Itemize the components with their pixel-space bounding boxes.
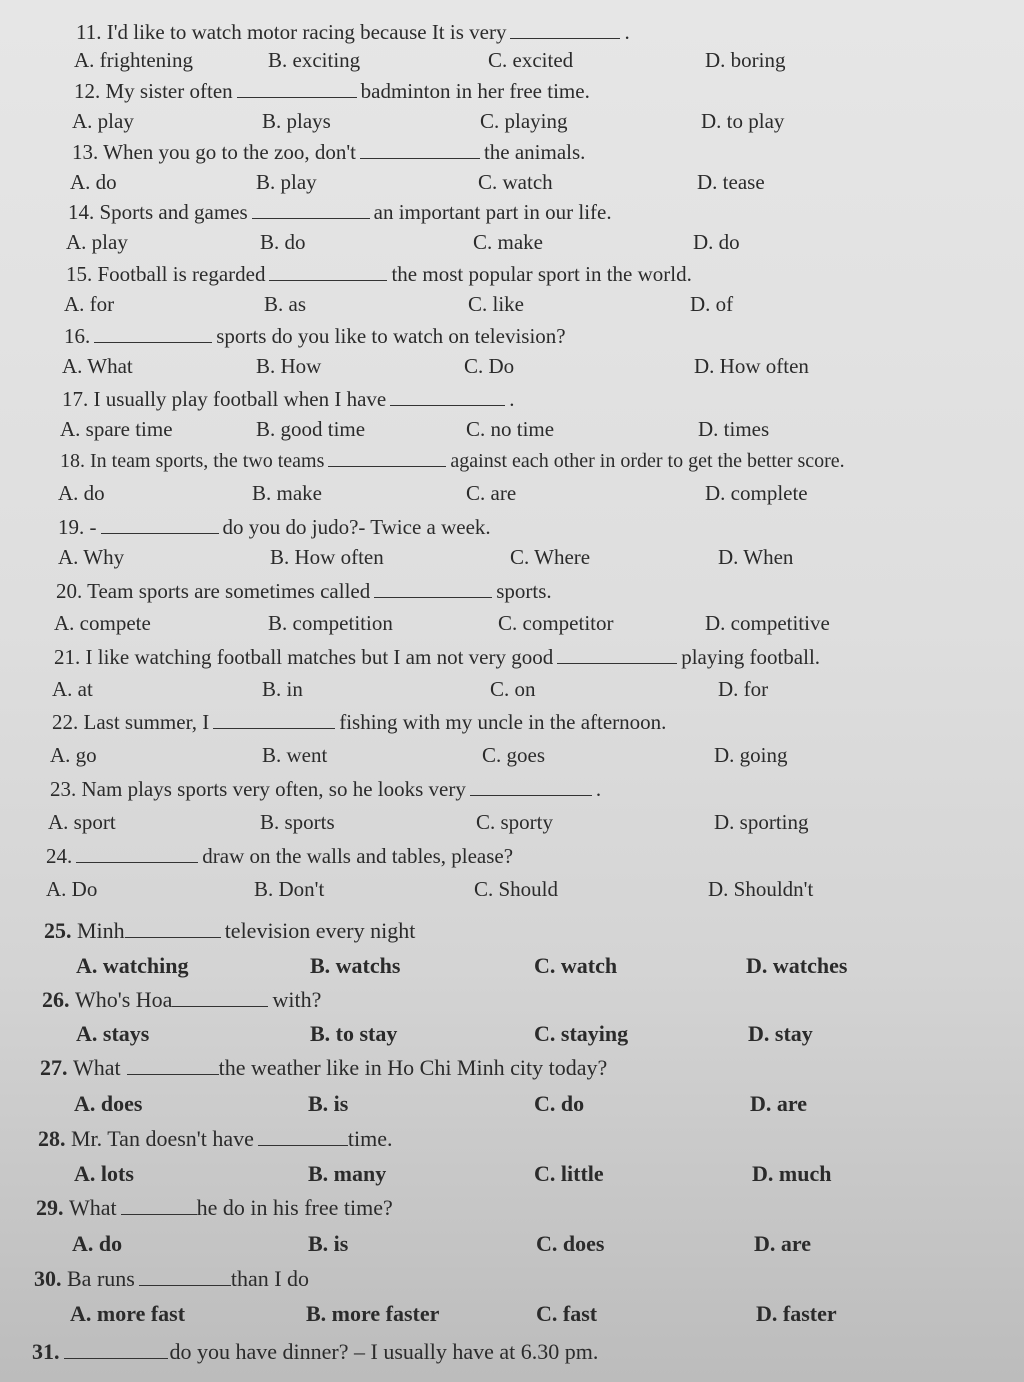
- question-stem: [38, 1125, 392, 1153]
- question-text-after: .: [509, 387, 515, 411]
- question-text-after: an important part in our life.: [373, 200, 612, 224]
- option-b: B. How: [256, 354, 322, 378]
- option-d: D. of: [690, 292, 734, 316]
- question-number: 14.: [68, 200, 95, 224]
- options-26: [0, 1020, 1024, 1054]
- option-c: C. playing: [480, 109, 568, 133]
- question-number: 30.: [34, 1266, 62, 1291]
- option-b: B. sports: [260, 810, 335, 834]
- options-18: [0, 479, 1024, 513]
- option-b: B. exciting: [268, 48, 361, 72]
- question-text-before: Who's Hoa: [75, 987, 173, 1012]
- question-number: 19.: [58, 515, 85, 539]
- question-text-before: Last summer, I: [83, 710, 210, 734]
- question-number: 26.: [42, 987, 70, 1012]
- options-23: [0, 808, 1024, 842]
- option-c: C. watch: [534, 953, 618, 978]
- question-stem: [68, 198, 612, 226]
- question-text-before: Mr. Tan doesn't have: [71, 1126, 254, 1151]
- options-22: [0, 741, 1024, 775]
- question-stem: [46, 842, 513, 870]
- question-text-after: .: [624, 20, 630, 44]
- answer-blank: [374, 579, 492, 598]
- option-c: C. excited: [488, 48, 574, 72]
- question-number: 18.: [60, 450, 85, 472]
- question-text-after: fishing with my uncle in the afternoon.: [339, 710, 667, 734]
- question-number: 27.: [40, 1055, 68, 1080]
- question-text-after: badminton in her free time.: [360, 79, 590, 103]
- option-a: A. sport: [48, 810, 116, 834]
- option-a: A. at: [52, 677, 93, 701]
- option-c: C. does: [536, 1231, 605, 1256]
- question-text-after: than I do: [230, 1266, 310, 1291]
- question-text-before: Sports and games: [99, 200, 248, 224]
- option-b: B. good time: [256, 417, 366, 441]
- question-text-before: Football is regarded: [97, 262, 266, 286]
- question-stem: [50, 775, 601, 803]
- options-13: [0, 168, 1024, 202]
- question-number: 20.: [56, 579, 83, 603]
- option-a: A. play: [72, 109, 134, 133]
- question-text-after: time.: [347, 1126, 393, 1151]
- option-a: A. frightening: [74, 48, 193, 72]
- option-c: C. on: [490, 677, 536, 701]
- options-14: [0, 228, 1024, 262]
- question-text-before: Nam plays sports very often, so he looks very: [81, 777, 466, 801]
- answer-blank: [64, 1340, 168, 1359]
- question-text-after: the most popular sport in the world.: [391, 262, 692, 286]
- question-number: 29.: [36, 1195, 64, 1220]
- options-17: [0, 415, 1024, 449]
- option-a: A. Do: [46, 877, 98, 901]
- question-text-after: sports do you like to watch on television?: [216, 324, 566, 348]
- options-21: [0, 675, 1024, 709]
- question-number: 24.: [46, 844, 73, 868]
- question-text-before: My sister often: [105, 79, 233, 103]
- question-number: 15.: [66, 262, 93, 286]
- answer-blank: [252, 200, 370, 219]
- option-b: B. plays: [262, 109, 331, 133]
- question-text-before: I like watching football matches but I am not very good: [85, 645, 554, 669]
- question-text-after: the weather like in Ho Chi Minh city today?: [218, 1055, 608, 1080]
- question-text-before: Ba runs: [67, 1266, 135, 1291]
- question-stem: [34, 1265, 309, 1293]
- option-c: C. Do: [464, 354, 515, 378]
- question-18: [0, 447, 1024, 481]
- option-a: A. What: [62, 354, 133, 378]
- answer-blank: [328, 448, 446, 467]
- question-17: [0, 385, 1024, 419]
- question-28: [0, 1125, 1024, 1159]
- option-b: B. play: [256, 170, 317, 194]
- option-a: A. more fast: [70, 1301, 186, 1326]
- answer-blank: [172, 988, 268, 1007]
- option-c: C. little: [534, 1161, 604, 1186]
- option-d: D. faster: [756, 1301, 837, 1326]
- option-c: C. Should: [474, 877, 559, 901]
- question-29: [0, 1194, 1024, 1228]
- option-a: A. do: [58, 481, 105, 505]
- option-b: B. many: [308, 1161, 387, 1186]
- option-c: C. sporty: [476, 810, 554, 834]
- options-11: [0, 46, 1024, 80]
- option-d: D. do: [693, 230, 740, 254]
- question-number: 16.: [64, 324, 91, 348]
- option-d: D. sporting: [714, 810, 809, 834]
- question-stem: [74, 77, 590, 105]
- question-stem: [58, 513, 491, 541]
- option-b: B. went: [262, 743, 328, 767]
- option-c: C. are: [466, 481, 517, 505]
- question-text-after: sports.: [496, 579, 552, 603]
- question-text-after: playing football.: [681, 645, 821, 669]
- option-d: D. How often: [694, 354, 809, 378]
- option-a: A. watching: [76, 953, 189, 978]
- question-stem: [40, 1054, 607, 1082]
- option-c: C. fast: [536, 1301, 598, 1326]
- options-15: [0, 290, 1024, 324]
- question-text-after: he do in his free time?: [196, 1195, 393, 1220]
- question-text-after: do you have dinner? – I usually have at 6.30 pm.: [169, 1339, 599, 1364]
- answer-blank: [76, 844, 198, 863]
- question-stem: [36, 1194, 393, 1222]
- question-16: [0, 322, 1024, 356]
- question-text-before: Minh: [77, 918, 125, 943]
- question-text-before: Team sports are sometimes called: [87, 579, 371, 603]
- option-d: D. stay: [748, 1021, 813, 1046]
- question-text-after: do you do judo?- Twice a week.: [222, 515, 491, 539]
- question-number: 31.: [32, 1339, 60, 1364]
- answer-blank: [360, 140, 480, 159]
- answer-blank: [557, 645, 677, 664]
- answer-blank: [237, 79, 357, 98]
- option-d: D. are: [750, 1091, 808, 1116]
- option-a: A. do: [70, 170, 117, 194]
- question-text-after: with?: [272, 987, 322, 1012]
- option-b: B. make: [252, 481, 322, 505]
- options-19: [0, 543, 1024, 577]
- option-a: A. do: [72, 1231, 123, 1256]
- question-text-after: .: [595, 777, 602, 801]
- option-d: D. Shouldn't: [708, 877, 814, 901]
- question-number: 13.: [72, 140, 99, 164]
- answer-blank: [121, 1196, 197, 1215]
- question-text-before: I usually play football when I have: [93, 387, 387, 411]
- question-stem: [56, 577, 552, 605]
- question-text-before: I'd like to watch motor racing because It is very: [106, 20, 507, 44]
- question-number: 12.: [74, 79, 101, 103]
- option-c: C. no time: [466, 417, 555, 441]
- option-d: D. complete: [705, 481, 808, 505]
- options-24: [0, 875, 1024, 909]
- answer-blank: [94, 324, 212, 343]
- option-d: D. are: [754, 1231, 812, 1256]
- question-stem: [66, 260, 692, 288]
- answer-blank: [269, 262, 387, 281]
- option-d: D. When: [718, 545, 794, 569]
- options-27: [0, 1090, 1024, 1124]
- option-a: A. compete: [54, 611, 151, 635]
- option-b: B. competition: [268, 611, 393, 635]
- question-stem: [76, 18, 630, 46]
- question-text-before: What: [69, 1195, 117, 1220]
- question-stem: [54, 643, 820, 671]
- options-25: [0, 952, 1024, 986]
- option-c: C. goes: [482, 743, 545, 767]
- answer-blank: [470, 777, 592, 796]
- question-number: 22.: [52, 710, 79, 734]
- question-stem: [64, 322, 566, 350]
- option-a: A. does: [74, 1091, 143, 1116]
- question-text-before: In team sports, the two teams: [90, 450, 325, 472]
- option-c: C. like: [468, 292, 524, 316]
- question-stem: [44, 917, 415, 945]
- option-c: C. watch: [478, 170, 553, 194]
- option-b: B. How often: [270, 545, 384, 569]
- options-16: [0, 352, 1024, 386]
- options-20: [0, 609, 1024, 643]
- question-number: 25.: [44, 918, 72, 943]
- question-13: [0, 138, 1024, 172]
- option-b: B. to stay: [310, 1021, 398, 1046]
- question-stem: [42, 986, 321, 1014]
- answer-blank: [101, 515, 219, 534]
- option-d: D. boring: [705, 48, 786, 72]
- question-12: [0, 77, 1024, 111]
- question-number: 11.: [76, 20, 102, 44]
- question-text-after: television every night: [224, 918, 416, 943]
- option-a: A. play: [66, 230, 128, 254]
- option-b: B. more faster: [306, 1301, 440, 1326]
- options-30: [0, 1300, 1024, 1334]
- option-b: B. as: [264, 292, 306, 316]
- question-20: [0, 577, 1024, 611]
- option-d: D. to play: [701, 109, 785, 133]
- options-12: [0, 107, 1024, 141]
- question-stem: [72, 138, 585, 166]
- answer-blank: [510, 20, 620, 39]
- question-stem: [32, 1338, 598, 1366]
- option-a: A. lots: [74, 1161, 134, 1186]
- question-text-after: against each other in order to get the better score.: [450, 450, 845, 472]
- question-stem: [60, 447, 845, 475]
- question-27: [0, 1054, 1024, 1088]
- question-21: [0, 643, 1024, 677]
- question-text-after: the animals.: [483, 140, 586, 164]
- question-23: [0, 775, 1024, 809]
- option-d: D. for: [718, 677, 769, 701]
- question-15: [0, 260, 1024, 294]
- question-24: [0, 842, 1024, 876]
- option-c: C. Where: [510, 545, 591, 569]
- option-b: B. in: [262, 677, 303, 701]
- question-19: [0, 513, 1024, 547]
- question-text-before: -: [89, 515, 97, 539]
- option-a: A. for: [64, 292, 115, 316]
- option-a: A. Why: [58, 545, 125, 569]
- question-26: [0, 986, 1024, 1020]
- option-a: A. spare time: [60, 417, 173, 441]
- option-d: D. much: [752, 1161, 832, 1186]
- option-c: C. staying: [534, 1021, 629, 1046]
- option-b: B. do: [260, 230, 306, 254]
- option-b: B. watchs: [310, 953, 401, 978]
- question-stem: [62, 385, 515, 413]
- option-d: D. tease: [697, 170, 765, 194]
- options-29: [0, 1230, 1024, 1264]
- question-25: [0, 917, 1024, 951]
- answer-blank: [258, 1127, 348, 1146]
- options-28: [0, 1160, 1024, 1194]
- question-text-after: draw on the walls and tables, please?: [202, 844, 514, 868]
- option-d: D. going: [714, 743, 788, 767]
- option-b: B. Don't: [254, 877, 325, 901]
- question-30: [0, 1265, 1024, 1299]
- question-31: [0, 1338, 1024, 1372]
- question-stem: [52, 708, 666, 736]
- question-text-before: When you go to the zoo, don't: [103, 140, 356, 164]
- option-d: D. watches: [746, 953, 848, 978]
- question-22: [0, 708, 1024, 742]
- question-number: 28.: [38, 1126, 66, 1151]
- question-number: 21.: [54, 645, 81, 669]
- answer-blank: [390, 387, 505, 406]
- answer-blank: [139, 1267, 231, 1286]
- answer-blank: [127, 1056, 219, 1075]
- option-c: C. make: [473, 230, 543, 254]
- answer-blank: [213, 710, 335, 729]
- question-number: 17.: [62, 387, 89, 411]
- option-b: B. is: [308, 1091, 349, 1116]
- option-a: A. stays: [76, 1021, 150, 1046]
- option-c: C. competitor: [498, 611, 614, 635]
- option-b: B. is: [308, 1231, 349, 1256]
- question-14: [0, 198, 1024, 232]
- question-text-before: What: [73, 1055, 121, 1080]
- answer-blank: [125, 919, 221, 938]
- option-d: D. times: [698, 417, 770, 441]
- option-a: A. go: [50, 743, 97, 767]
- question-number: 23.: [50, 777, 77, 801]
- option-d: D. competitive: [705, 611, 830, 635]
- option-c: C. do: [534, 1091, 585, 1116]
